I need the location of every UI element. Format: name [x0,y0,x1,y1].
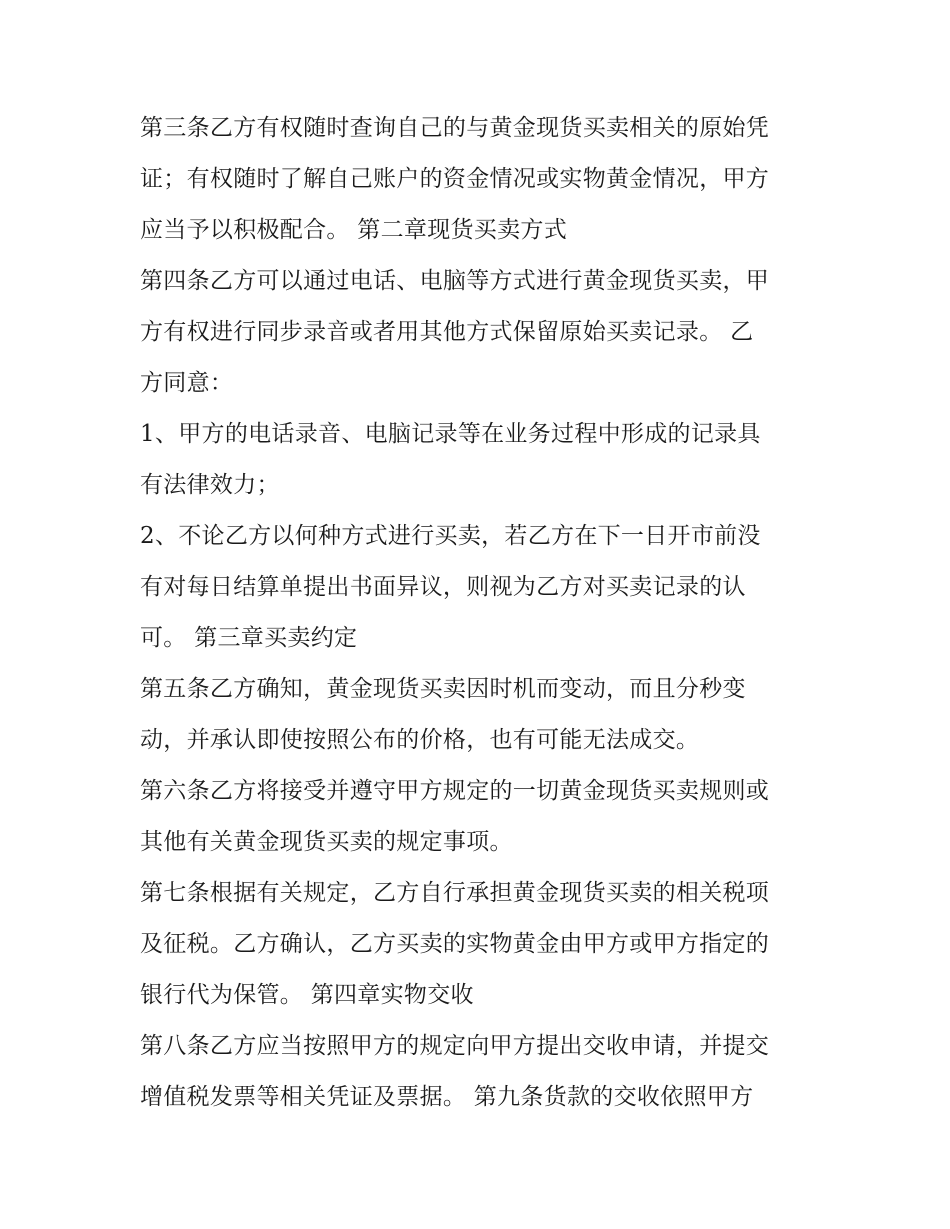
text-line: 方同意： [140,370,234,396]
text-line: 有法律效力； [140,472,280,498]
text-line: 动，并承认即使按照公布的价格，也有可能无法成交。 [140,727,700,753]
text-line: 增值税发票等相关凭证及票据。 第九条货款的交收依照甲方 [140,1084,754,1110]
text-line: 证；有权随时了解自己账户的资金情况或实物黄金情况，甲方 [140,166,770,192]
document-body [140,103,815,1123]
text-line: 第八条乙方应当按照甲方的规定向甲方提出交收申请，并提交 [140,1033,770,1059]
text-line: 1、甲方的电话录音、电脑记录等在业务过程中形成的记录具 [140,421,761,447]
text-line: 第六条乙方将接受并遵守甲方规定的一切黄金现货买卖规则或 [140,778,770,804]
text-line: 可。 第三章买卖约定 [140,625,358,651]
text-line: 第四条乙方可以通过电话、电脑等方式进行黄金现货买卖，甲 [140,268,770,294]
text-line: 2、不论乙方以何种方式进行买卖，若乙方在下一日开市前没 [140,523,761,549]
text-line: 第五条乙方确知，黄金现货买卖因时机而变动，而且分秒变 [140,676,746,702]
text-line: 银行代为保管。 第四章实物交收 [140,982,474,1008]
text-line: 第七条根据有关规定，乙方自行承担黄金现货买卖的相关税项 [140,880,770,906]
text-line: 其他有关黄金现货买卖的规定事项。 [140,829,513,855]
text-line: 及征税。乙方确认，乙方买卖的实物黄金由甲方或甲方指定的 [140,931,770,957]
text-line: 有对每日结算单提出书面异议，则视为乙方对买卖记录的认 [140,574,746,600]
text-line: 应当予以积极配合。 第二章现货买卖方式 [140,217,568,243]
text-line: 第三条乙方有权随时查询自己的与黄金现货买卖相关的原始凭 [140,115,770,141]
text-line: 方有权进行同步录音或者用其他方式保留原始买卖记录。 乙 [140,319,754,345]
